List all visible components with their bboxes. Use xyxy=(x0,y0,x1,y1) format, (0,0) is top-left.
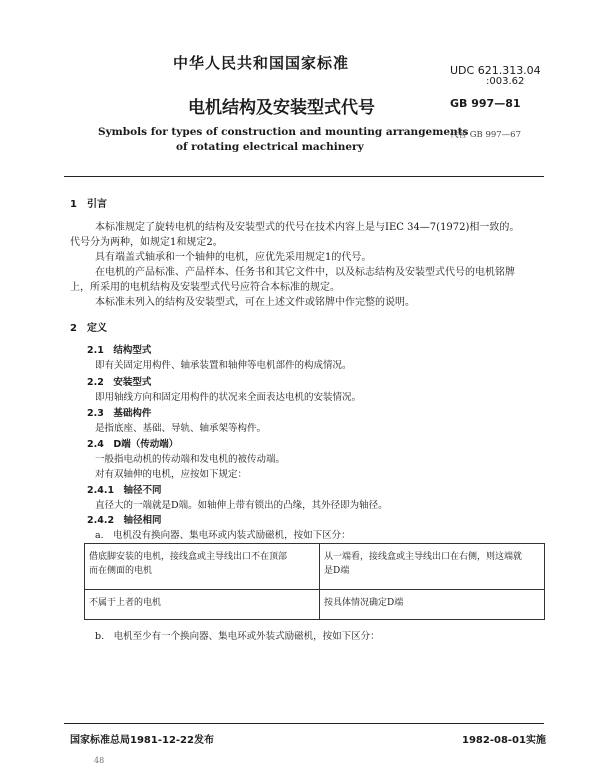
definition-2-4-text-1: 一般指电动机的传动端和发电机的被传动端。 xyxy=(95,454,286,465)
definition-2-1-text: 即有关固定用构件、轴承装置和轴伸等电机部件的构成情况。 xyxy=(95,360,352,371)
section-2-heading: 2 定义 xyxy=(70,323,107,334)
english-title-line-2: of rotating electrical machinery xyxy=(176,141,364,153)
effective-date: 1982-08-01实施 xyxy=(462,735,546,746)
intro-paragraph-1-line-1: 本标准规定了旋转电机的结构及安装型式的代号在技术内容上是与IEC 34—7(1972)相一致的。 xyxy=(95,222,520,233)
intro-paragraph-3-line-2: 上，所采用的电机结构及安装型式代号应符合本标准的规定。 xyxy=(70,282,340,293)
definition-2-3-title: 2.3 基础构件 xyxy=(87,408,152,419)
issued-date: 国家标准总局1981-12-22发布 xyxy=(70,735,214,746)
udc-code: UDC 621.313.04 xyxy=(450,64,541,77)
definition-2-2-text: 即用轴线方向和固定用构件的状况来全面表达电机的安装情况。 xyxy=(95,392,362,403)
national-standard-label: 中华人民共和国国家标准 xyxy=(173,54,350,72)
table-cell-text: 是D端 xyxy=(324,566,350,576)
table-cell xyxy=(320,544,545,590)
document-title: 电机结构及安装型式代号 xyxy=(188,98,375,118)
item-a: a. 电机没有换向器、集电环或内装式励磁机，按如下区分： xyxy=(95,530,351,541)
d-end-rules-table xyxy=(84,543,545,620)
definition-2-4-title: 2.4 D端（传动端） xyxy=(87,439,179,450)
table-cell-text: 而在侧面的电机 xyxy=(89,566,153,576)
table-cell: 不属于上者的电机 xyxy=(85,590,320,620)
definition-2-4-text-2: 对有双轴伸的电机，应按如下规定： xyxy=(95,469,248,480)
intro-paragraph-3-line-1: 在电机的产品标准、产品样本、任务书和其它文件中，以及标志结构及安装型式代号的电机铭牌 xyxy=(95,267,515,278)
definition-2-2-title: 2.2 安装型式 xyxy=(87,377,152,388)
definition-2-3-text: 是指底座、基础、导轨、轴承架等构件。 xyxy=(95,423,267,434)
table-row xyxy=(85,544,545,590)
page-number: 48 xyxy=(94,756,105,765)
definition-2-1-title: 2.1 结构型式 xyxy=(87,345,152,356)
footer-rule xyxy=(64,723,544,724)
udc-code-continued: :003.62 xyxy=(486,76,525,87)
section-1-heading: 1 引言 xyxy=(70,199,107,210)
definition-2-4-1-title: 2.4.1 轴径不同 xyxy=(87,485,162,496)
definition-2-4-2-title: 2.4.2 轴径相同 xyxy=(87,515,162,526)
gb-number: GB 997—81 xyxy=(450,97,521,110)
table-cell: 按具体情况确定D端 xyxy=(320,590,545,620)
table-row xyxy=(85,590,545,620)
item-b: b. 电机至少有一个换向器、集电环或外装式励磁机，按如下区分： xyxy=(95,631,380,642)
english-title-line-1: Symbols for types of construction and mounting arrangements xyxy=(98,126,469,138)
table-cell xyxy=(85,544,320,590)
definition-2-4-1-text: 直径大的一端就是D端。如轴伸上带有锁出的凸缘，其外径即为轴径。 xyxy=(95,500,388,511)
table-cell-text: 从一端看，接线盒或主导线出口在右侧，则这端就 xyxy=(324,552,523,562)
intro-paragraph-1-line-2: 代号分为两种，如规定1和规定2。 xyxy=(70,237,223,248)
replaces-standard: 代替 GB 997—67 xyxy=(450,130,521,140)
intro-paragraph-2: 具有端盖式轴承和一个轴伸的电机，应优先采用规定1的代号。 xyxy=(95,252,372,263)
header-rule xyxy=(64,176,544,177)
table-cell-text: 借底脚安装的电机，接线盒或主导线出口不在顶部 xyxy=(89,552,288,562)
intro-paragraph-4: 本标准未列入的结构及安装型式，可在上述文件或铭牌中作完整的说明。 xyxy=(95,297,415,308)
